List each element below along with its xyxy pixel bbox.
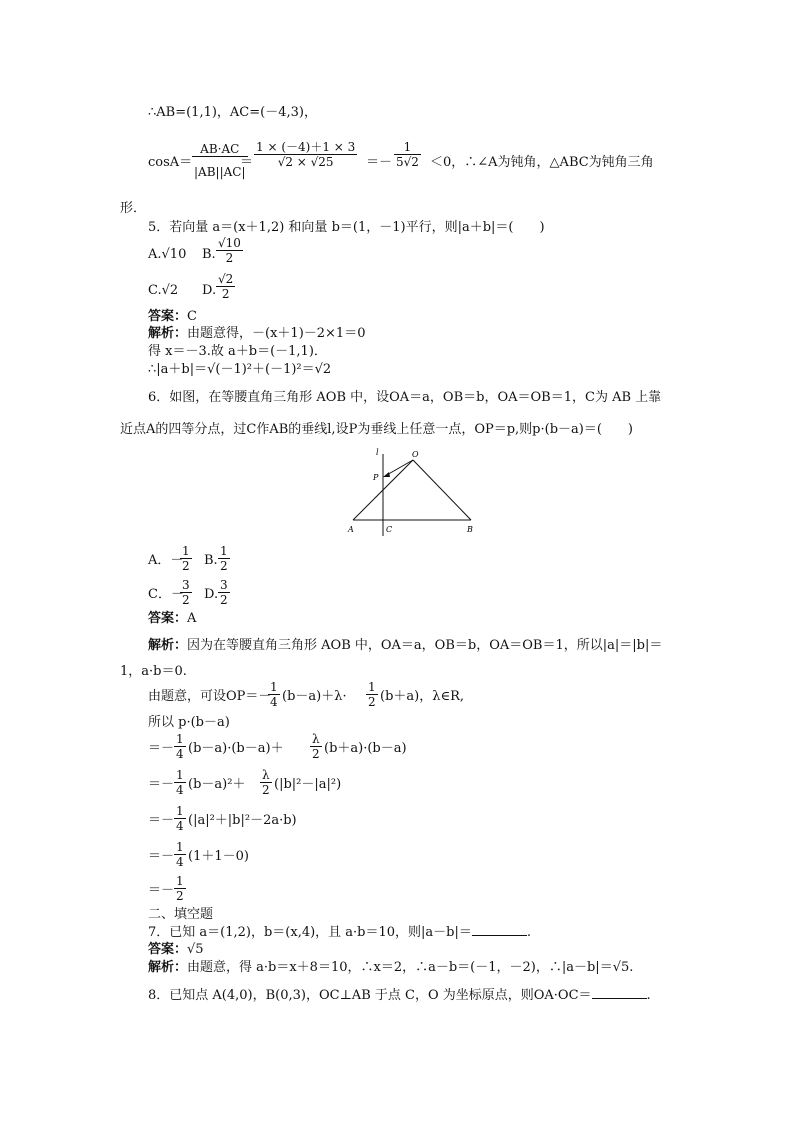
q6-option-a: $\frac{1}{2}$ [182, 544, 190, 573]
triangle-figure [345, 446, 480, 536]
q6-options-ab: A．－ $\frac{1}{2}$ B. $\frac{1}{2}$ [148, 544, 228, 573]
cos-frac-1: $\frac{AB\cdot AC}{|AB||AC|}$ [192, 136, 248, 179]
q5-analysis-3: ∴|a＋b|＝√(－1)²＋(－1)²＝√2 [148, 362, 332, 377]
q7-answer-blank [472, 923, 527, 936]
segment-ob [413, 460, 471, 520]
q6-analysis-8: ＝－ $\frac{1}{4}$ (1＋1－0) [148, 840, 249, 869]
q6-analysis-7: ＝－ $\frac{1}{4}$ (|a|²＋|b|²－2a·b) [148, 804, 297, 833]
q5-option-b: $\frac{√10}{2}$ [218, 236, 241, 265]
q5-answer: 答案：C [148, 309, 197, 324]
q6-analysis-6: ＝－ $\frac{1}{4}$ (b－a)²＋ $\frac{\lambda}{2}$ (|b|²－|a|²) [148, 768, 342, 797]
line-conclusion-end: 形． [120, 201, 147, 216]
question-6-line-1: 6．如图，在等腰直角三角形 AOB 中，设OA＝a，OB＝b，OA＝OB＝1，C为 AB 上靠 [148, 390, 662, 405]
q6-analysis-2: 1，a·b＝0. [120, 664, 187, 679]
q6-analysis-3: 由题意，可设OP＝－ $\frac{1}{4}$ (b－a)＋λ· $\frac{1}{2}$ (b＋a)，λ∈R, [148, 680, 464, 709]
q7-answer: 答案：√5 [148, 942, 204, 957]
q6-option-d: $\frac{3}{2}$ [220, 578, 228, 607]
label-a: A [348, 525, 354, 534]
q6-option-c: $\frac{3}{2}$ [182, 578, 190, 607]
q5-option-d: $\frac{√2}{2}$ [218, 272, 234, 301]
arrowhead-op [383, 472, 390, 477]
cos-formula: cosA＝ $\frac{AB\cdot AC}{|AB||AC|}$ ＝ $\frac{1 \times (-4)+1 \times 3}{√2 \times √25}$ ＝－ $\frac{1}{5√2}$ ＜0，∴∠A为钝角，△ABC为钝角三角 [148, 136, 694, 192]
section-fill-in-blank: 二、填空题 [148, 907, 214, 922]
q6-answer: 答案：A [148, 611, 197, 626]
q6-analysis-1: 解析：因为在等腰直角三角形 AOB 中，OA＝a，OB＝b，OA＝OB＝1，所以|a|＝|b|＝ [148, 638, 663, 653]
q5-options-cd: C.√2 D. $\frac{√2}{2}$ [148, 272, 234, 301]
q8-answer-blank [592, 986, 647, 999]
q7-analysis: 解析：由题意，得 a·b＝x＋8＝10，∴x＝2，∴a－b＝(－1，－2)，∴|a－b|＝√5. [148, 960, 634, 975]
q6-option-b: $\frac{1}{2}$ [220, 544, 228, 573]
question-8: 8．已知点 A(4,0)，B(0,3)，OC⊥AB 于点 C，O 为坐标原点，则OA·OC＝ . [148, 988, 651, 1003]
q5-analysis-2: 得 x＝－3.故 a＋b＝(－1,1)． [148, 344, 327, 359]
q6-analysis-4: 所以 p·(b－a) [148, 715, 230, 730]
label-l: l [376, 448, 379, 457]
q5-option-c: C.√2 [148, 283, 179, 298]
q5-options-ab: A.√10 B. $\frac{√10}{2}$ [148, 236, 241, 265]
cos-lhs: cosA＝ [148, 155, 193, 170]
q6-analysis-5: ＝－ $\frac{1}{4}$ (b－a)·(b－a)＋ $\frac{\lambda}{2}$ (b＋a)·(b－a) [148, 732, 407, 761]
question-6-line-2: 近点A的四等分点，过C作AB的垂线l,设P为垂线上任意一点，OP＝p,则p·(b－a)＝( ) [120, 422, 633, 437]
line-ab-ac: ∴AB=(1,1)，AC=(－4,3)， [148, 105, 317, 120]
label-o: O [412, 450, 419, 459]
cos-conclusion: ＜0，∴∠A为钝角，△ABC为钝角三角 [430, 155, 654, 170]
question-5: 5．若向量 a＝(x＋1,2) 和向量 b＝(1，－1)平行，则|a＋b|＝( ) [148, 220, 545, 235]
label-c: C [386, 525, 393, 534]
cos-frac-3: $\frac{1}{5√2}$ [396, 140, 419, 169]
q6-options-cd: C．－ $\frac{3}{2}$ D. $\frac{3}{2}$ [148, 578, 228, 607]
question-7: 7．已知 a＝(1,2)，b＝(x,4)，且 a·b＝10，则|a－b|＝ . [148, 925, 532, 940]
q5-option-a: A.√10 [148, 247, 187, 262]
label-p: P [373, 473, 379, 482]
q6-analysis-9: ＝－ $\frac{1}{2}$ [148, 874, 184, 903]
cos-frac-2: $\frac{1 \times (-4)+1 \times 3}{√2 \times √25}$ [256, 140, 356, 169]
q5-analysis-1: 解析：由题意得，－(x＋1)－2×1＝0 [148, 326, 366, 341]
label-b: B [467, 525, 473, 534]
